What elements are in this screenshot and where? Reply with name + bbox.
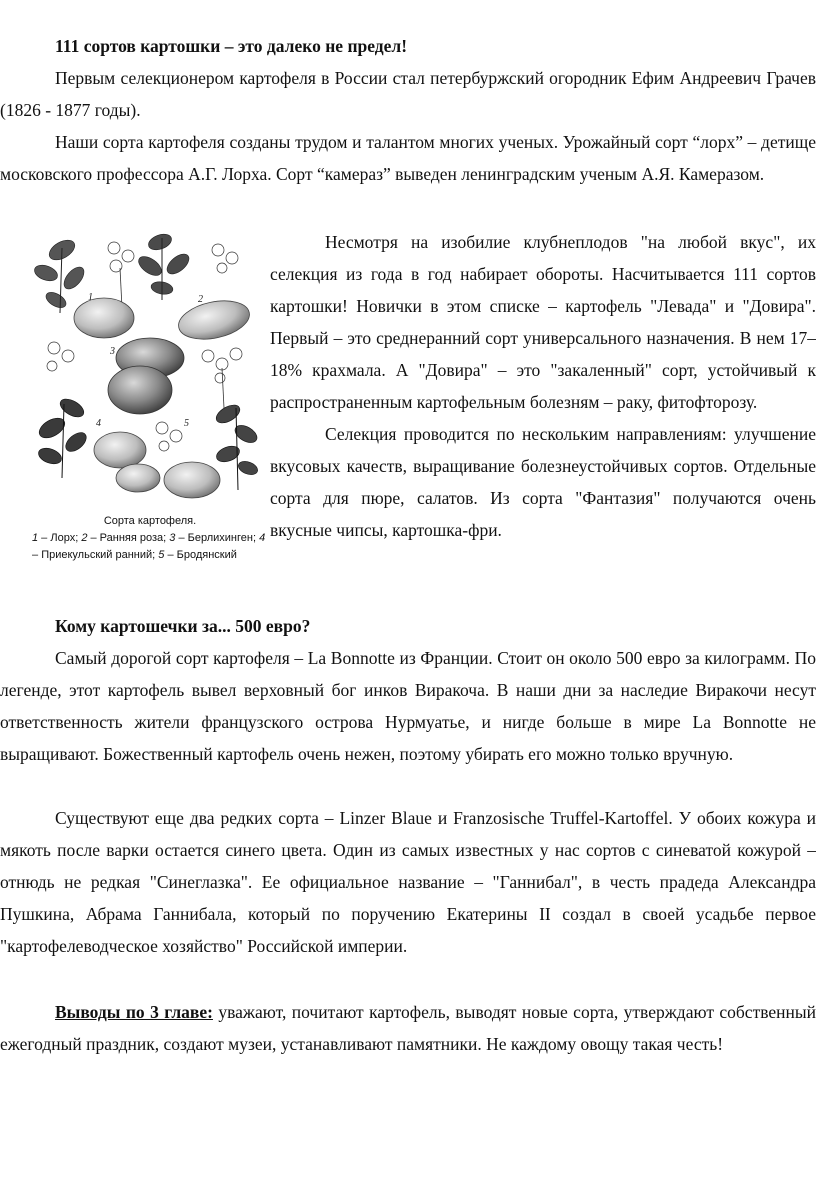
caption-item-1: 1 – Лорх; [32,532,79,544]
section2-heading: Кому картошечки за... 500 евро? [55,616,311,636]
caption-item-3: 3 – Берлихинген; [169,532,257,544]
figure-label-2: 2 [198,294,203,305]
potato-illustration-drawing [32,228,262,513]
paragraph-grachev: Первым селекционером картофеля в России стал петербуржский огородник Ефим Андреевич Грачев (1826 - 1877 годы). [0,68,816,120]
paragraph-selection-directions: Селекция проводится по нескольким направлениям: улучшение вкусовых качеств, выращивание болезнеустойчивых сортов. Отдельные сорта для пюре, салатов. Из сорта "Фантазия" получаются очень вкусные чипсы, картошка-фри. [270,424,816,540]
paragraph-lorkh: Наши сорта картофеля созданы трудом и талантом многих ученых. Урожайный сорт “лорх” – детище московского профессора А.Г. Лорха. Сорт “камераз” выведен ленинградским ученым А.Я. Камеразом. [0,132,816,184]
caption-item-4: 4 – Приекульский ранний; [32,532,266,561]
figure-label-3: 3 [110,346,115,357]
paragraph-varieties-count: Несмотря на изобилие клубнеплодов "на любой вкус", их селекция из года в год набирает обороты. Насчитывается 111 сортов картошки! Новички в этом списке – картофель "Левада" и "Довира". Первый – это среднеранний сорт универсального назначения. В нем 17–18% крахмала. А "Довира" – это "закаленный" сорт, устойчивый к распространенным картофельным болезням – раку, фитофторозу. [270,232,816,412]
conclusion-paragraph [0,996,816,1060]
figure-caption-title: Сорта картофеля. [103,515,197,527]
caption-item-2: 2 – Ранняя роза; [81,532,167,544]
caption-item-5: 5 – Бродянский [158,549,237,561]
figure-label-4: 4 [96,418,101,429]
conclusion-text: уважают, почитают картофель, выводят новые сорта, утверждают собственный ежегодный праздник, создают музеи, устанавливают памятники. Не каждому овощу такая честь! [0,1002,816,1054]
paragraph-la-bonnotte: Самый дорогой сорт картофеля – La Bonnotte из Франции. Стоит он около 500 евро за килограмм. По легенде, этот картофель вывел верховный бог инков Виракоча. В наши дни за наследие Виракочи несут ответственность жители французского острова Нурмуатье, и нигде больше в мире La Bonnotte не выращивают. Божественный картофель очень нежен, поэтому убирать его можно только вручную. [0,648,816,764]
figure-label-5: 5 [184,418,189,429]
conclusion-label: Выводы по 3 главе: [55,1002,213,1022]
section1-heading: 111 сортов картошки – это далеко не предел! [55,36,408,56]
potato-varieties-illustration [32,228,262,513]
figure-caption [32,513,268,564]
paragraph-blue-varieties: Существуют еще два редких сорта – Linzer Blaue и Franzosische Truffel-Kartoffel. У обоих кожура и мякоть после варки остается синего цвета. Один из самых известных у нас сортов с синеватой кожурой – отнюдь не редкая "Синеглазка". Ее официальное название – "Ганнибал", в честь прадеда Александра Пушкина, Абрама Ганнибала, который по поручению Екатерины II создал в своей усадьбе первое "картофелеводческое хозяйство" Российской империи. [0,808,816,956]
figure-label-1: 1 [88,292,93,303]
